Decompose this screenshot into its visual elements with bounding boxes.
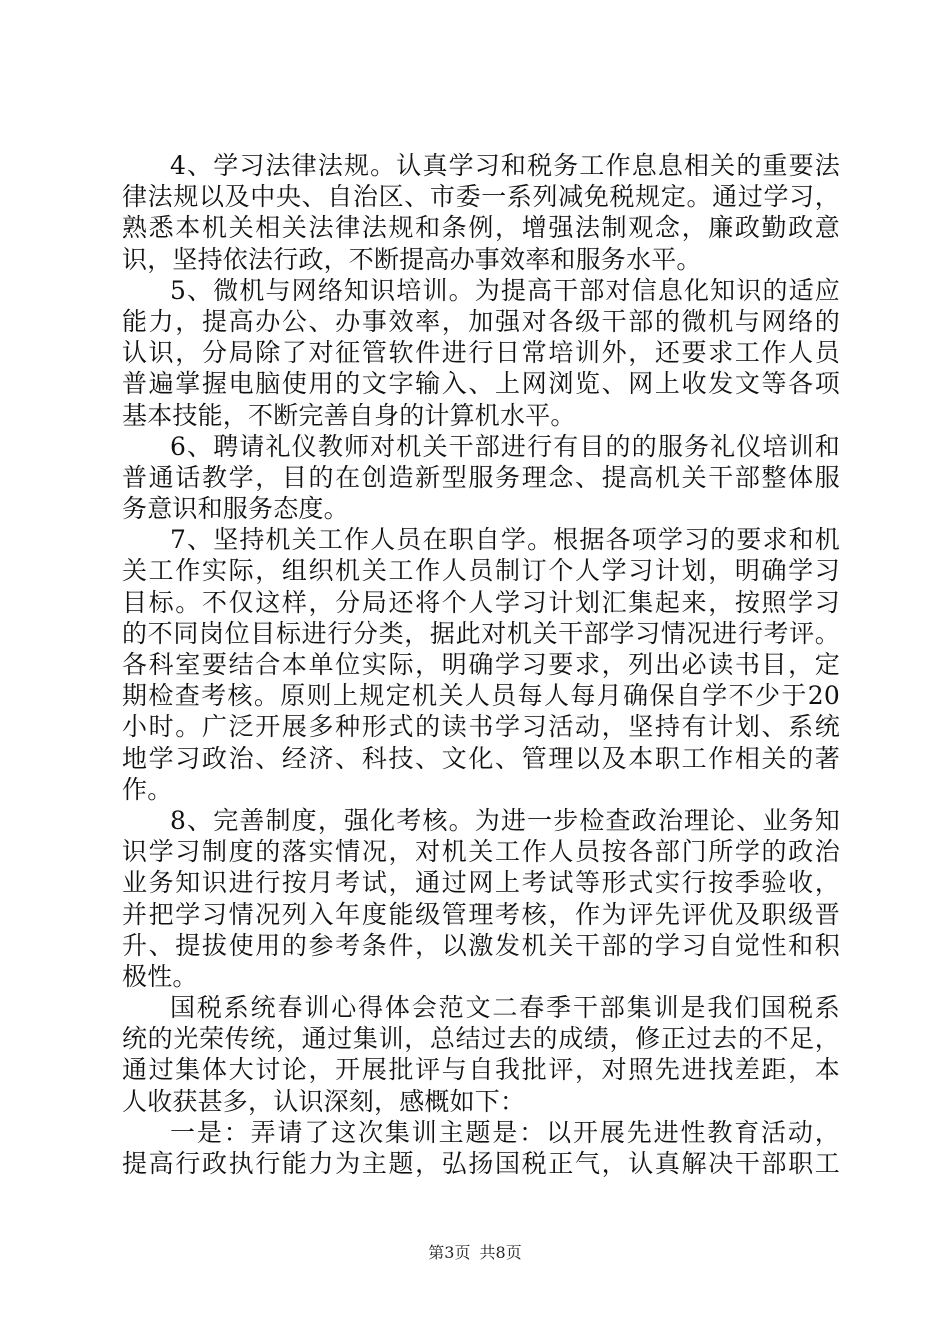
text-line: 5、微机与网络知识培训。为提高干部对信息化知识的适应 (170, 275, 840, 305)
text-line: 识，坚持依法行政，不断提高办事效率和服务水平。 (122, 244, 702, 274)
text-line: 6、聘请礼仪教师对机关干部进行有目的的服务礼仪培训和 (170, 431, 840, 461)
text-line: 业务知识进行按月考试，通过网上考试等形式实行按季验收， (122, 868, 840, 898)
text-line: 基本技能，不断完善自身的计算机水平。 (122, 400, 576, 430)
paragraph-7 (122, 524, 840, 805)
text-line: 期检查考核。原则上规定机关人员每人每月确保自学不少于20 (122, 681, 840, 711)
text-line: 普通话教学，目的在创造新型服务理念、提高机关干部整体服 (122, 462, 840, 492)
text-line: 律法规以及中央、自治区、市委一系列减免税规定。通过学习， (122, 182, 840, 212)
paragraph-point-one (122, 1117, 840, 1179)
text-line: 关工作实际，组织机关工作人员制订个人学习计划，明确学习 (122, 556, 840, 586)
text-line: 8、完善制度，强化考核。为进一步检查政治理论、业务知 (170, 805, 840, 835)
text-line: 作。 (122, 774, 173, 804)
text-line: 通过集体大讨论，开展批评与自我批评，对照先进找差距，本 (122, 1055, 840, 1085)
text-line: 并把学习情况列入年度能级管理考核，作为评先评优及职级晋 (122, 899, 840, 929)
paragraph-4 (122, 150, 840, 275)
text-line: 小时。广泛开展多种形式的读书学习活动，坚持有计划、系统 (122, 712, 840, 742)
text-line: 提高行政执行能力为主题，弘扬国税正气，认真解决干部职工 (122, 1149, 840, 1178)
text-line: 4、学习法律法规。认真学习和税务工作息息相关的重要法 (170, 151, 840, 180)
page-number: 第3页 (428, 1243, 471, 1262)
text-line: 认识，分局除了对征管软件进行日常培训外，还要求工作人员 (122, 338, 840, 368)
text-line: 务意识和服务态度。 (122, 494, 349, 524)
paragraph-5 (122, 275, 840, 431)
text-line: 地学习政治、经济、科技、文化、管理以及本职工作相关的著 (122, 743, 840, 773)
text-line: 熟悉本机关相关法律法规和条例，增强法制观念，廉政勤政意 (122, 213, 840, 243)
text-line: 国税系统春训心得体会范文二春季干部集训是我们国税系 (170, 993, 840, 1023)
text-line: 人收获甚多，认识深刻，感概如下： (122, 1086, 526, 1116)
text-line: 的不同岗位目标进行分类，据此对机关干部学习情况进行考评。 (122, 618, 840, 648)
text-line: 统的光荣传统，通过集训，总结过去的成绩，修正过去的不足， (122, 1024, 840, 1054)
page-footer (0, 1243, 950, 1263)
text-line: 识学习制度的落实情况，对机关工作人员按各部门所学的政治 (122, 837, 840, 867)
text-line: 极性。 (122, 961, 198, 991)
paragraph-6 (122, 431, 840, 525)
text-line: 升、提拔使用的参考条件，以激发机关干部的学习自觉性和积 (122, 930, 840, 960)
text-line: 7、坚持机关工作人员在职自学。根据各项学习的要求和机 (170, 525, 840, 555)
text-line: 普遍掌握电脑使用的文字输入、上网浏览、网上收发文等各项 (122, 369, 840, 399)
text-line: 各科室要结合本单位实际，明确学习要求，列出必读书目，定 (122, 650, 840, 679)
page-total: 共8页 (479, 1243, 522, 1262)
paragraph-sample-two (122, 992, 840, 1117)
text-line: 目标。不仅这样，分局还将个人学习计划汇集起来，按照学习 (122, 587, 840, 617)
paragraph-8 (122, 805, 840, 992)
text-line: 能力，提高办公、办事效率，加强对各级干部的微机与网络的 (122, 306, 840, 336)
text-line: 一是：弄请了这次集训主题是：以开展先进性教育活动， (170, 1117, 840, 1147)
document-body (122, 150, 840, 1179)
